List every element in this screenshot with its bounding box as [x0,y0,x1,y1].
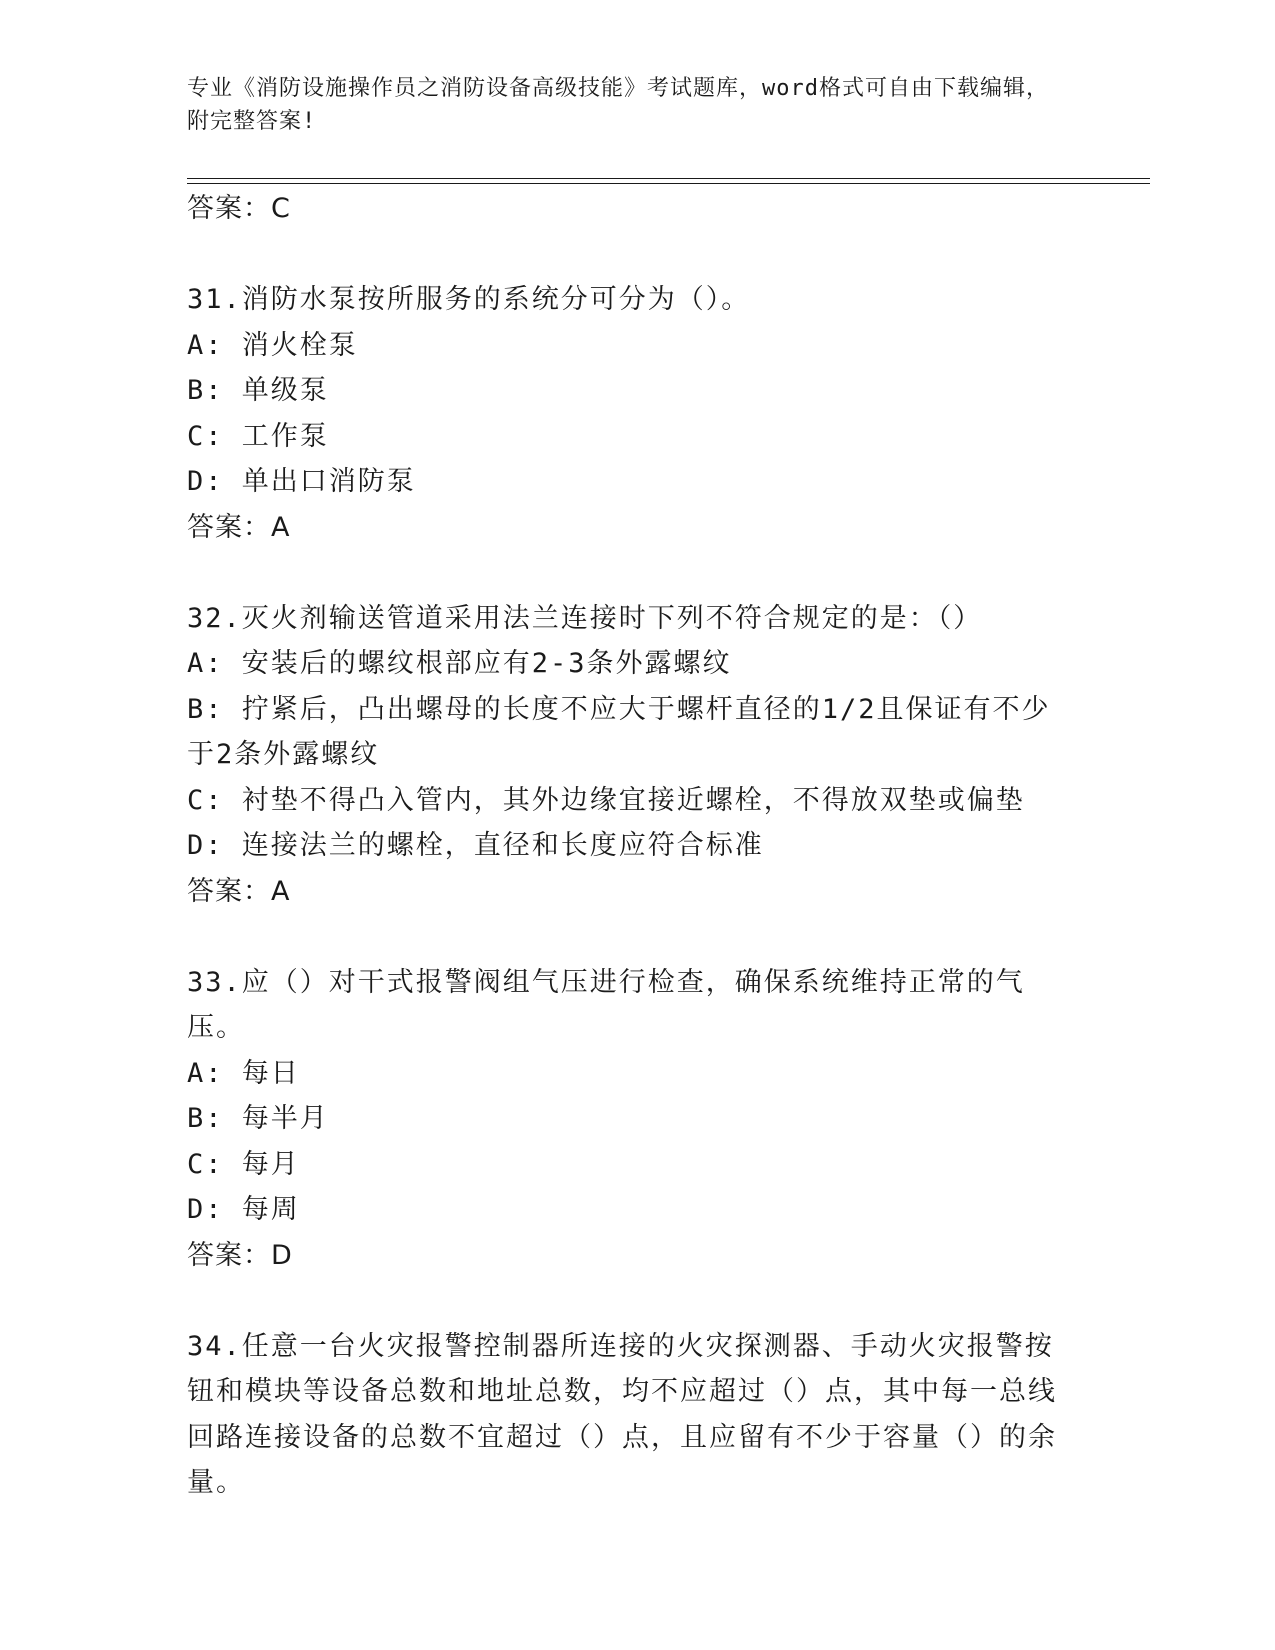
answer-line: 答案：A [187,511,291,543]
spacer [187,550,1077,596]
question-stem: 32.灭火剂输送管道采用法兰连接时下列不符合规定的是：（） [187,602,983,634]
question-32 [187,596,1077,915]
option-d: D: 每周 [187,1194,300,1225]
option-a: A: 每日 [187,1057,300,1089]
document-header: 专业《消防设施操作员之消防设备高级技能》考试题库，word格式可自由下载编辑，附完整答案! [187,76,1049,134]
answer-line: 答案：A [187,875,291,907]
option-b: B: 拧紧后，凸出螺母的长度不应大于螺杆直径的1/2且保证有不少于2条外露螺纹 [187,693,1051,770]
option-a: A: 安装后的螺纹根部应有2-3条外露螺纹 [187,648,732,679]
spacer [187,232,1077,278]
question-list [187,186,1077,1506]
question-34 [187,1324,1077,1506]
option-d: D: 单出口消防泵 [187,466,416,497]
option-c: C: 衬垫不得凸入管内，其外边缘宜接近螺栓，不得放双垫或偏垫 [187,784,1025,816]
option-c: C: 工作泵 [187,420,329,452]
option-c: C: 每月 [187,1148,300,1180]
answer-line: 答案：C [187,193,291,224]
option-b: B: 单级泵 [187,375,329,406]
question-stem: 34.任意一台火灾报警控制器所连接的火灾探测器、手动火灾报警按钮和模块等设备总数和地址总数，均不应超过（）点，其中每一总线回路连接设备的总数不宜超过（）点，且应留有不少于容量（）的余量。 [187,1330,1057,1498]
question-33 [187,960,1077,1279]
option-a: A: 消火栓泵 [187,329,358,361]
answer-line: 答案：D [187,1239,293,1271]
question-stem: 33.应（）对干式报警阀组气压进行检查，确保系统维持正常的气压。 [187,966,1025,1043]
question-stem: 31.消防水泵按所服务的系统分可分为（）。 [187,284,751,315]
question-31 [187,277,1077,550]
option-d: D: 连接法兰的螺栓，直径和长度应符合标准 [187,830,764,861]
header-divider-top [187,178,1150,179]
spacer [187,1278,1077,1324]
header-divider-bottom [187,183,1150,184]
option-b: B: 每半月 [187,1103,329,1134]
spacer [187,914,1077,960]
